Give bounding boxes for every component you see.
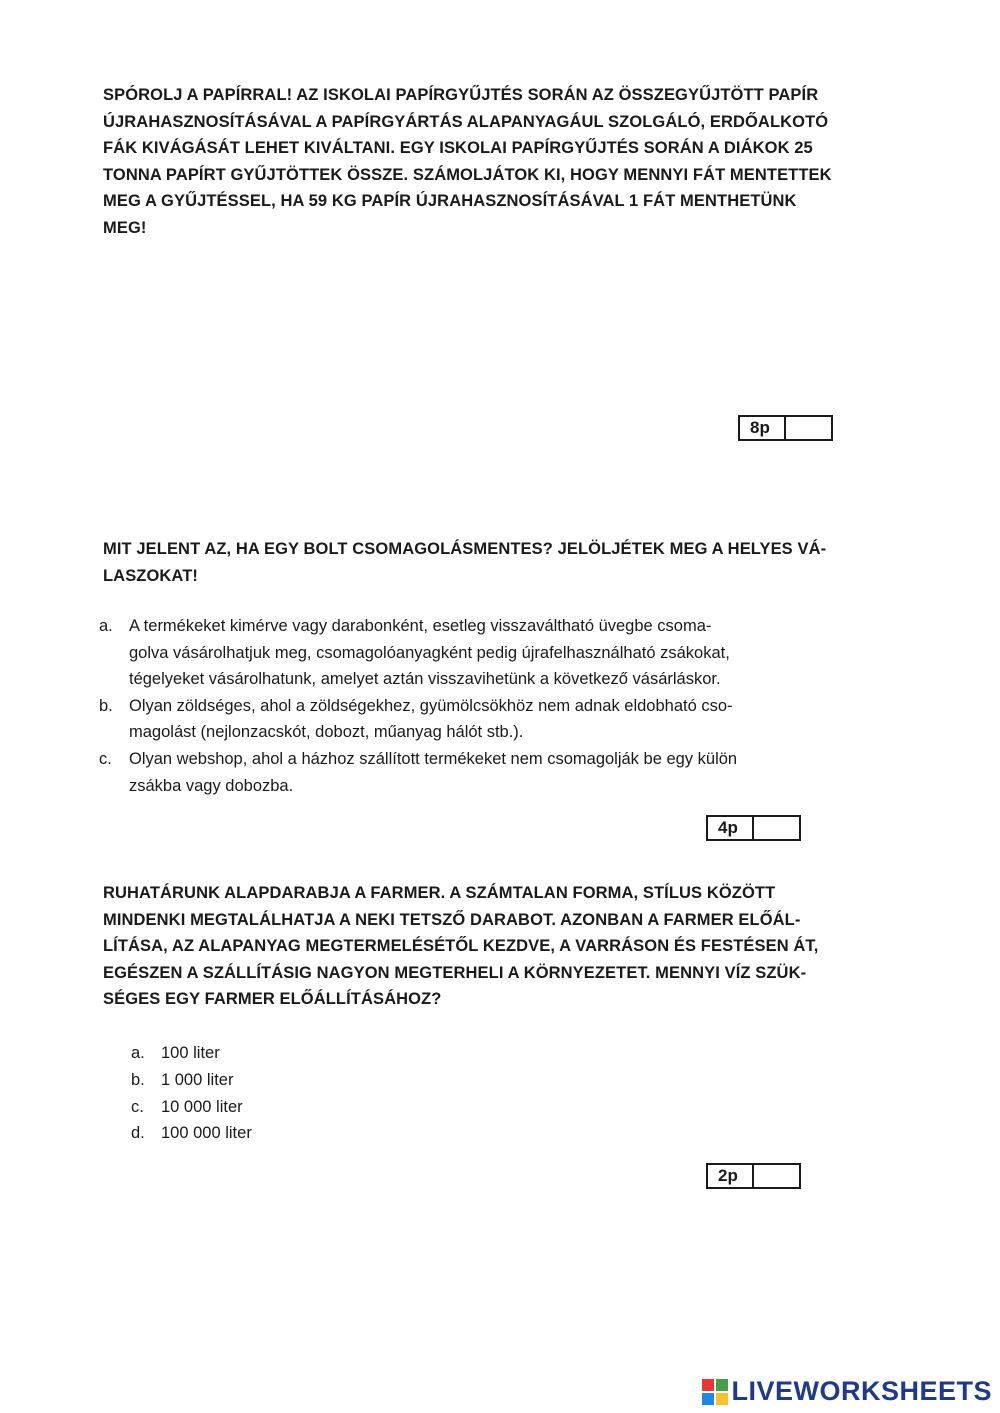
option-b[interactable]: [131, 1067, 252, 1094]
question-1-text: [103, 82, 832, 241]
option-line: tégelyeket vásárolhatunk, amelyet aztán visszavihetünk a következő vásárláskor.: [129, 670, 721, 689]
question-3-points: 2p: [708, 1165, 754, 1187]
question-3-line: SÉGES EGY FARMER ELŐÁLLÍTÁSÁHOZ?: [103, 990, 442, 1008]
option-d[interactable]: [131, 1120, 252, 1147]
option-text: 10 000 liter: [161, 1097, 243, 1116]
option-letter: d.: [131, 1124, 145, 1143]
question-1-line: SPÓROLJ A PAPÍRRAL! AZ ISKOLAI PAPÍRGYŰJTÉS SORÁN AZ ÖSSZEGYŰJTÖTT PAPÍR: [103, 86, 819, 104]
option-text: 1 000 liter: [161, 1070, 234, 1089]
question-2-line: MIT JELENT AZ, HA EGY BOLT CSOMAGOLÁSMENTES? JELÖLJÉTEK MEG A HELYES VÁ-: [103, 540, 827, 558]
option-line: A termékeket kimérve vagy darabonként, esetleg visszaváltható üvegbe csoma-: [129, 617, 712, 635]
option-a[interactable]: [99, 613, 737, 693]
question-3-line: LÍTÁSA, AZ ALAPANYAG MEGTERMELÉSÉTŐL KEZDVE, A VARRÁSON ÉS FESTÉSEN ÁT,: [103, 937, 819, 955]
question-2-score-box[interactable]: [706, 815, 801, 841]
question-3-options: [131, 1040, 252, 1147]
option-line: golva vásárolhatjuk meg, csomagolóanyagként pedig újrafelhasználható zsákokat,: [129, 643, 730, 662]
question-1-line: MEG A GYŰJTÉSSEL, HA 59 KG PAPÍR ÚJRAHASZNOSÍTÁSÁVAL 1 FÁT MENTHETÜNK: [103, 192, 797, 210]
question-1-line: ÚJRAHASZNOSÍTÁSÁVAL A PAPÍRGYÁRTÁS ALAPANYAGÁUL SZOLGÁLÓ, ERDŐALKOTÓ: [103, 112, 829, 131]
question-2-points: 4p: [708, 817, 754, 839]
question-2-options: [99, 613, 737, 799]
option-letter: c.: [99, 749, 112, 768]
option-line: Olyan zöldséges, ahol a zöldségekhez, gyümölcsökhöz nem adnak eldobható cso-: [129, 696, 733, 715]
question-3-text: [103, 880, 818, 1013]
option-text: 100 liter: [161, 1044, 220, 1062]
question-3-line: MINDENKI MEGTALÁLHATJA A NEKI TETSZŐ DARABOT. AZONBAN A FARMER ELŐÁL-: [103, 910, 801, 929]
logo-icon: [702, 1379, 728, 1405]
option-a[interactable]: [131, 1040, 252, 1067]
question-3-line: RUHATÁRUNK ALAPDARABJA A FARMER. A SZÁMTALAN FORMA, STÍLUS KÖZÖTT: [103, 884, 776, 902]
question-1-line: MEG!: [103, 218, 147, 237]
option-letter: a.: [99, 617, 113, 635]
option-text: [129, 693, 733, 746]
question-1-line: TONNA PAPÍRT GYŰJTÖTTEK ÖSSZE. SZÁMOLJÁTOK KI, HOGY MENNYI FÁT MENTETTEK: [103, 165, 832, 184]
option-text: [129, 746, 737, 799]
option-c[interactable]: [99, 746, 737, 799]
question-2-score-input[interactable]: [754, 817, 799, 839]
option-line: zsákba vagy dobozba.: [129, 776, 294, 795]
question-3-line: EGÉSZEN A SZÁLLÍTÁSIG NAGYON MEGTERHELI A KÖRNYEZETET. MENNYI VÍZ SZÜK-: [103, 963, 807, 982]
option-line: Olyan webshop, ahol a házhoz szállított termékeket nem csomagolják be egy külön: [129, 749, 738, 768]
question-3-score-input[interactable]: [754, 1165, 799, 1187]
option-text: [129, 613, 730, 693]
option-letter: c.: [131, 1097, 144, 1116]
option-line: magolást (nejlonzacskót, dobozt, műanyag hálót stb.).: [129, 723, 524, 742]
option-letter: b.: [131, 1070, 145, 1089]
question-2-text: [103, 536, 826, 589]
question-1-points: 8p: [740, 417, 786, 439]
question-2-line: LASZOKAT!: [103, 566, 198, 585]
question-1-line: FÁK KIVÁGÁSÁT LEHET KIVÁLTANI. EGY ISKOLAI PAPÍRGYŰJTÉS SORÁN A DIÁKOK 25: [103, 139, 813, 157]
liveworksheets-logo: [702, 1376, 992, 1407]
option-letter: a.: [131, 1044, 145, 1062]
brand-name: LIVEWORKSHEETS: [731, 1376, 992, 1406]
option-c[interactable]: [131, 1094, 252, 1121]
question-3-score-box[interactable]: [706, 1163, 801, 1189]
question-1-score-input[interactable]: [786, 417, 831, 439]
question-1-score-box[interactable]: [738, 415, 833, 441]
option-b[interactable]: [99, 693, 737, 746]
option-letter: b.: [99, 696, 113, 715]
option-text: 100 000 liter: [161, 1124, 252, 1143]
